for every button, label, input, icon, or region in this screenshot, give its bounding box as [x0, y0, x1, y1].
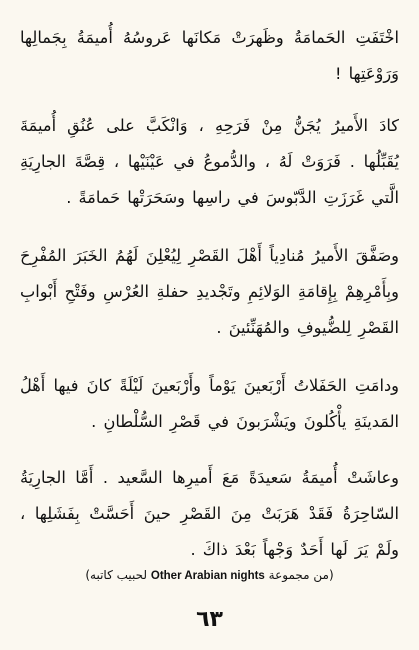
- paragraph-4: ودامَتِ الحَفَلاتُ أَرْبَعينَ يَوْماً وأَرْبَعينَ لَيْلَةً كانَ فيها أَهْلُ المَدينَةِ يأْكُلونَ ويَشْرَبونَ في قَصْرِ السُّلْطانِ .: [20, 376, 399, 431]
- page-number: ٦٣: [196, 607, 223, 632]
- attribution-suffix: لحبيب كاتبه): [85, 568, 148, 582]
- paragraph-1: اخْتَفَتِ الحَمامَةُ وظَهرَتْ مَكانَها عَروسُهُ أُميمَةُ بِجَمالِها وَرَوْعَتِها !: [20, 28, 399, 83]
- paragraph-2: كادَ الأَميرُ يُجَنُّ مِنْ فَرَحِهِ ، وَانْكَبَّ على عُنُقِ أُميمَةَ يُقَبِّلُها . فَرَوَتْ لَهُ ، والدُّموعُ في عَيْنَيْها ، قِصَّةَ الجارِيَةِ الَّتي غَرَزَتِ الدَّبّوسَ في راسِها وسَحَرَتْها حَمامَةً .: [20, 116, 399, 207]
- attribution-collection: Other Arabian nights: [150, 570, 265, 582]
- story-text: [20, 20, 399, 588]
- source-attribution: [36, 566, 383, 585]
- paragraph-3: وصَفَّقَ الأَميرُ مُنادِياً أَهْلَ القَصْرِ لِيُعْلِنَ لَهُمُ الخَبَرَ المُفْرِحَ وبِأَمْرِهِمْ بِإِقامَةِ الوَلائِمِ وتَجْديدِ حفلةِ العُرْسِ وفَتْحِ أَبْوابِ القَصْرِ لِلضُّيوفِ والمُهَنِّئينَ .: [20, 246, 399, 337]
- paragraph-5: وعاشَتْ أُميمَةُ سَعيدَةً مَعَ أَميرِها السَّعيد . أَمَّا الجارِيَةُ السّاحِرَةُ فَقَدْ هَرَبَتْ مِنَ القَصْرِ حينَ أَحَسَّتْ بِفَشَلِها ، ولَمْ يَرَ لَها أَحَدٌ وَجْهاً بَعْدَ ذاكَ .: [20, 468, 399, 559]
- attribution-prefix: (من مجموعة: [268, 568, 334, 582]
